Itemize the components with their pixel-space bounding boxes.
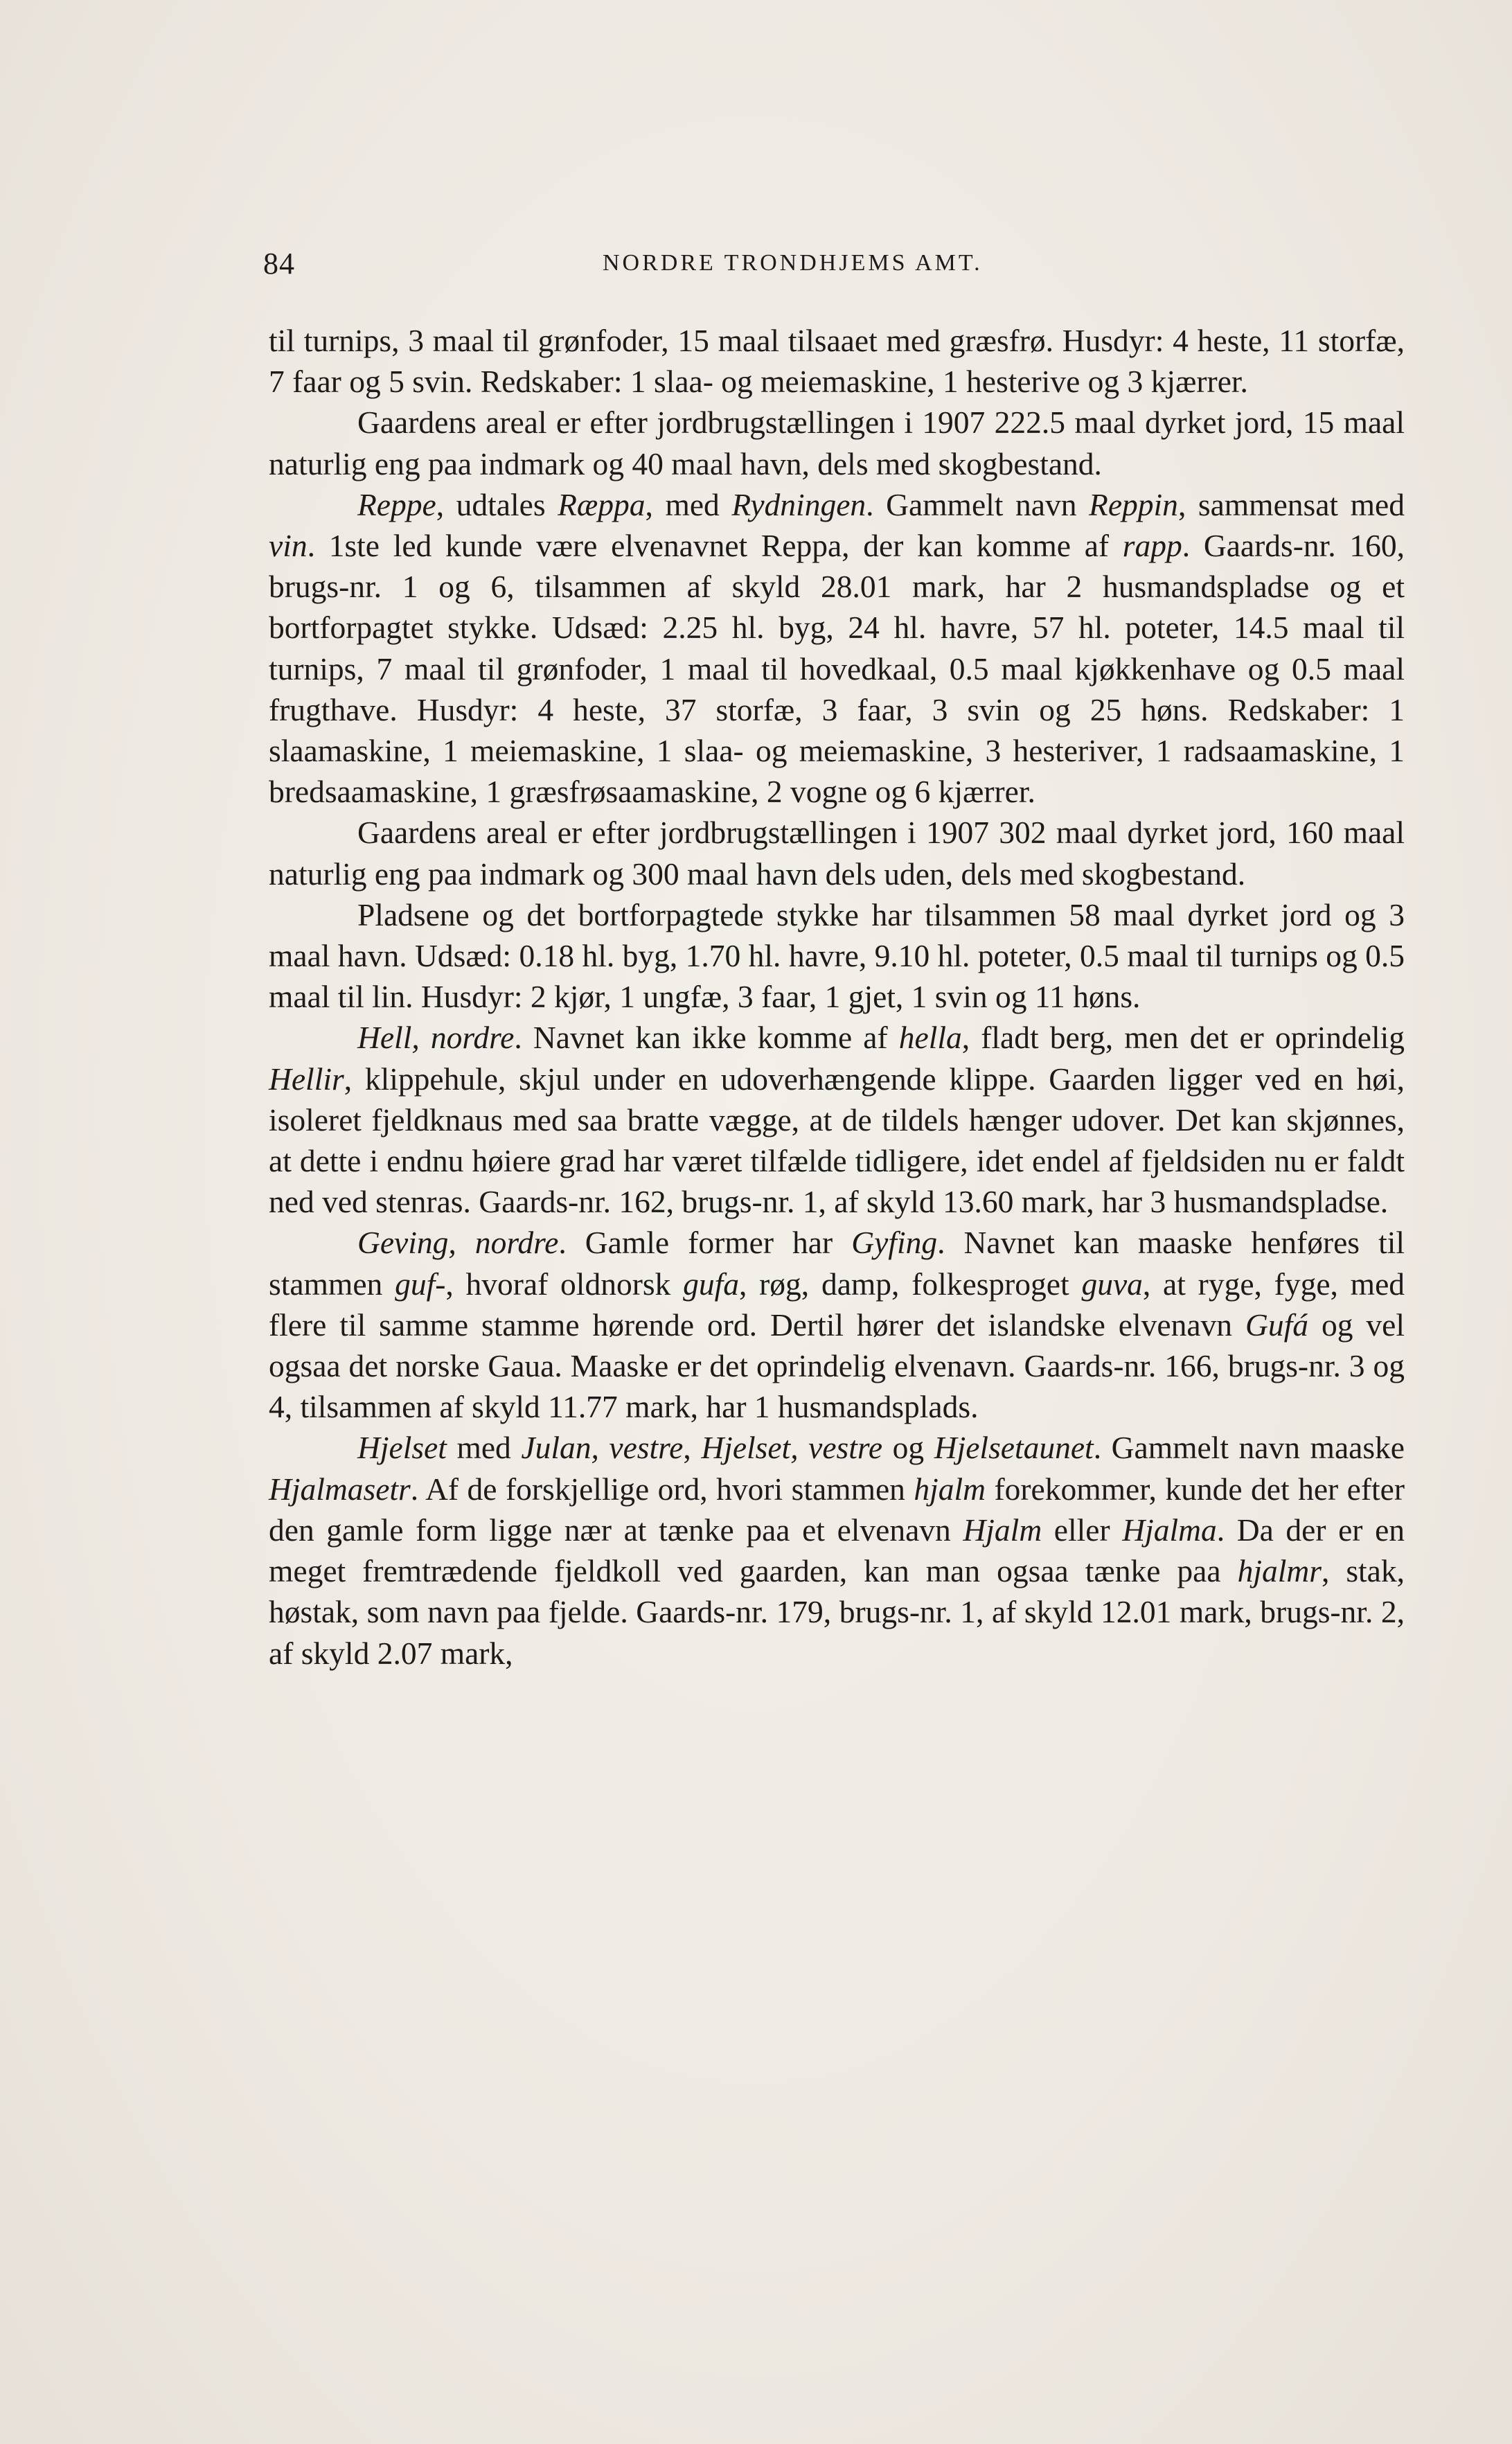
page-number: 84 (263, 247, 295, 281)
italic-term: Hjalmasetr (269, 1471, 411, 1507)
paragraph-text: . Gammelt navn (866, 486, 1089, 522)
paragraph-text: forekommer, kunde det her efter den gamle form ligge nær at tænke paa et elvenavn (269, 1471, 1405, 1548)
paragraph-text: . Af de forskjellige ord, hvori stammen (410, 1471, 914, 1507)
paragraph-text: til turnips, 3 maal til grønfoder, 15 maal tilsaaet med græsfrø. Husdyr: 4 heste, 11 storfæ, 7 faar og 5 svin. Redskaber: 1 slaa- og meiemaskine, 1 hesterive og 3 kjærrer. (269, 323, 1405, 400)
running-head: NORDRE TRONDHJEMS AMT. (603, 250, 983, 276)
italic-term: hjalmr (1237, 1553, 1322, 1589)
italic-term: rapp (1122, 528, 1182, 564)
paragraph-text: , udtales (436, 486, 558, 522)
paragraph-text: eller (1042, 1512, 1123, 1548)
paragraph-text: . Gamle former har (558, 1225, 852, 1261)
paragraph (269, 812, 1405, 894)
italic-term: Julan, vestre (521, 1430, 684, 1466)
paragraph (269, 402, 1405, 484)
paragraph-text: og (882, 1430, 934, 1466)
paragraph-text: , med (645, 486, 732, 522)
italic-term: guva (1081, 1266, 1143, 1302)
paragraph-text: . Da der er en meget fremtrædende fjeldkoll ved gaarden, kan man ogsaa tænke paa (269, 1512, 1405, 1589)
italic-term: vin (269, 528, 308, 564)
italic-term: Rydningen (731, 486, 866, 522)
paragraph-text: Gaardens areal er efter jordbrugstællingen i 1907 302 maal dyrket jord, 160 maal naturlig eng paa indmark og 300 maal havn dels uden, dels med skogbestand. (269, 815, 1405, 892)
paragraph (269, 1427, 1405, 1673)
paragraph-text: Gaardens areal er efter jordbrugstællingen i 1907 222.5 maal dyrket jord, 15 maal naturlig eng paa indmark og 40 maal havn, dels med skogbestand. (269, 405, 1405, 481)
italic-term: gufa (683, 1266, 739, 1302)
italic-term: Hjalma (1122, 1512, 1217, 1548)
paragraph-text: . 1ste led kunde være elvenavnet Reppa, der kan komme af (307, 528, 1123, 564)
italic-term: Hjelset (357, 1430, 447, 1466)
italic-term: Hjelset, vestre (701, 1430, 883, 1466)
paragraph-text: . Navnet kan maaske henføres til stammen (269, 1225, 1405, 1302)
body-text (269, 320, 1405, 1674)
paragraph-text: . Gammelt navn maaske (1093, 1430, 1405, 1466)
paragraph-text: Pladsene og det bortforpagtede stykke har tilsammen 58 maal dyrket jord og 3 maal havn. Udsæd: 0.18 hl. byg, 1.70 hl. havre, 9.10 hl. poteter, 0.5 maal til turnips og 0.5 maal til lin. Husdyr: 2 kjør, 1 ungfæ, 3 faar, 1 gjet, 1 svin og 11 høns. (269, 896, 1405, 1015)
italic-term: Hjalm (963, 1512, 1042, 1548)
paragraph-text: , fladt berg, men det er oprindelig (961, 1020, 1405, 1056)
italic-term: hjalm (914, 1471, 986, 1507)
page-header (263, 246, 1413, 287)
italic-term: Geving, nordre (357, 1225, 559, 1261)
italic-term: Hellir (269, 1061, 344, 1097)
paragraph-text: , klippehule, skjul under en udoverhængende klippe. Gaarden ligger ved en høi, isoleret fjeldknaus med saa bratte vægge, at de tildels hænger udover. Det kan skjønnes, at dette i endnu høiere grad har været tilfælde tidligere, idet endel af fjeldsiden nu er faldt ned ved stenras. Gaards-nr. 162, brugs-nr. 1, af skyld 13.60 mark, har 3 husmandspladse. (269, 1061, 1405, 1220)
paragraph-text: . Navnet kan ikke komme af (514, 1020, 899, 1056)
paragraph (269, 1222, 1405, 1427)
paragraph-text: , hvoraf oldnorsk (445, 1266, 684, 1302)
paragraph-text: , sammensat med (1177, 486, 1405, 522)
italic-term: Reppin (1089, 486, 1178, 522)
paragraph (269, 484, 1405, 813)
italic-term: Hell, nordre (357, 1020, 515, 1056)
paragraph (269, 320, 1405, 402)
paragraph-text: med (446, 1430, 522, 1466)
italic-term: guf- (395, 1266, 446, 1302)
paragraph-text: , stak, høstak, som navn paa fjelde. Gaards-nr. 179, brugs-nr. 1, af skyld 12.01 mark, brugs-nr. 2, af skyld 2.07 mark, (269, 1553, 1405, 1671)
italic-term: Reppe (357, 486, 436, 522)
paragraph-text: og vel ogsaa det norske Gaua. Maaske er det oprindelig elvenavn. Gaards-nr. 166, brugs-nr. 3 og 4, tilsammen af skyld 11.77 mark, har 1 husmandsplads. (269, 1307, 1405, 1425)
paragraph (269, 1017, 1405, 1222)
paragraph-text: , røg, damp, folkesproget (739, 1266, 1082, 1302)
italic-term: hella (898, 1020, 962, 1056)
paragraph-text: , (683, 1430, 702, 1466)
italic-term: Gyfing (851, 1225, 938, 1261)
paragraph-text: . Gaards-nr. 160, brugs-nr. 1 og 6, tilsammen af skyld 28.01 mark, har 2 husmandspladse og et bortforpagtet stykke. Udsæd: 2.25 hl. byg, 24 hl. havre, 57 hl. poteter, 14.5 maal til turnips, 7 maal til grønfoder, 1 maal til hovedkaal, 0.5 maal kjøkkenhave og 0.5 maal frugthave. Husdyr: 4 heste, 37 storfæ, 3 faar, 3 svin og 25 høns. Redskaber: 1 slaamaskine, 1 meiemaskine, 1 slaa- og meiemaskine, 3 hesteriver, 1 radsaamaskine, 1 bredsaamaskine, 1 græsfrøsaamaskine, 2 vogne og 6 kjærrer. (269, 528, 1405, 810)
italic-term: Hjelsetaunet (934, 1430, 1094, 1466)
paragraph (269, 894, 1405, 1018)
italic-term: Ræppa (558, 486, 646, 522)
paragraph-text: , at ryge, fyge, med flere til samme stamme hørende ord. Dertil hører det islandske elvenavn (269, 1266, 1405, 1343)
italic-term: Gufá (1245, 1307, 1308, 1343)
